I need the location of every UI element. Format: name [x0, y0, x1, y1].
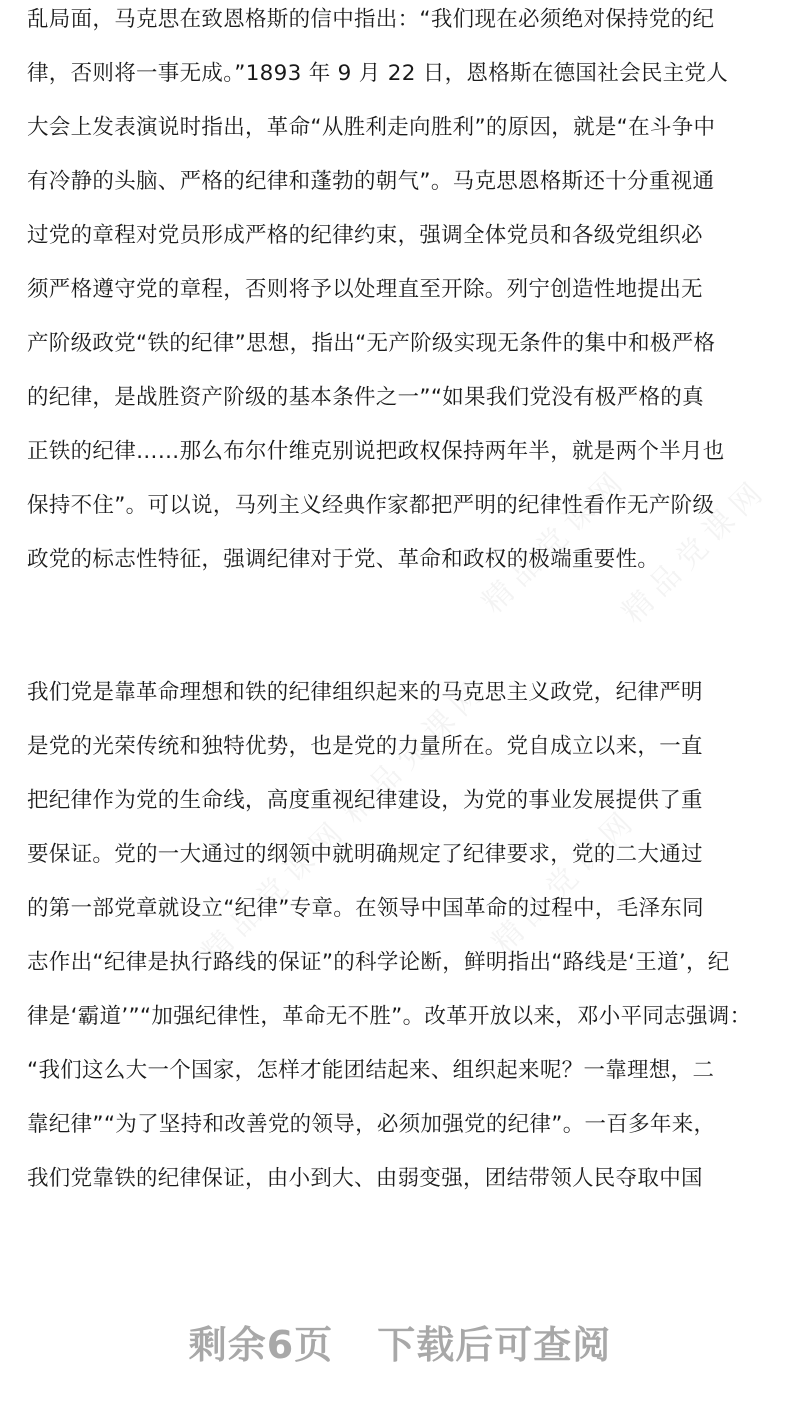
text-line: 我们党靠铁的纪律保证，由小到大、由弱变强，团结带领人民夺取中国: [27, 1166, 703, 1191]
watermark-text: 精品党课网: [335, 671, 495, 831]
download-banner[interactable]: [0, 1310, 800, 1380]
text-line: 保持不住”。可以说，马列主义经典作家都把严明的纪律性看作无产阶级: [27, 493, 715, 518]
text-line: 律，否则将一事无成。”1893 年 9 月 22 日，恩格斯在德国社会民主党人: [27, 61, 729, 86]
text-line: 乱局面，马克思在致恩格斯的信中指出：“我们现在必须绝对保持党的纪: [27, 7, 715, 32]
text-line: 政党的标志性特征，强调纪律对于党、革命和政权的极端重要性。: [27, 547, 660, 572]
watermark-text: 精品党课网: [485, 801, 645, 961]
text-line: 的第一部党章就设立“纪律”专章。在领导中国革命的过程中，毛泽东同: [27, 896, 704, 921]
text-line: 的纪律，是战胜资产阶级的基本条件之一”“如果我们党没有极严格的真: [27, 385, 704, 410]
text-line: 要保证。党的一大通过的纲领中就明确规定了纪律要求，党的二大通过: [27, 842, 703, 867]
text-line: 我们党是靠革命理想和铁的纪律组织起来的马克思主义政党，纪律严明: [27, 680, 703, 705]
text-line: 大会上发表演说时指出，革命“从胜利走向胜利”的原因，就是“在斗争中: [27, 115, 716, 140]
text-line: 须严格遵守党的章程，否则将予以处理直至开除。列宁创造性地提出无: [27, 277, 703, 302]
watermark-text: 精品党课网: [475, 461, 635, 621]
text-line: 有冷静的头脑、严格的纪律和蓬勃的朝气”。马克思恩格斯还十分重视通: [27, 169, 715, 194]
text-line: 靠纪律”“为了坚持和改善党的领导，必须加强党的纪律”。一百多年来，: [27, 1112, 716, 1137]
text-line: 志作出“纪律是执行路线的保证”的科学论断，鲜明指出“路线是‘王道’，纪: [27, 950, 730, 975]
text-line: 律是‘霸道’”“加强纪律性，革命无不胜”。改革开放以来，邓小平同志强调：: [27, 1004, 752, 1029]
text-line: 正铁的纪律……那么布尔什维克别说把政权保持两年半，就是两个半月也: [27, 439, 725, 464]
text-line: 把纪律作为党的生命线，高度重视纪律建设，为党的事业发展提供了重: [27, 788, 703, 813]
remaining-pages-label: 剩余6页: [188, 1323, 334, 1367]
text-line: 是党的光荣传统和独特优势，也是党的力量所在。党自成立以来，一直: [27, 734, 703, 759]
text-line: “我们这么大一个国家，怎样才能团结起来、组织起来呢？一靠理想，二: [27, 1058, 715, 1083]
text-line: 过党的章程对党员形成严格的纪律约束，强调全体党员和各级党组织必: [27, 223, 703, 248]
watermark-text: 精品党课网: [195, 811, 355, 971]
text-line: 产阶级政党“铁的纪律”思想，指出“无产阶级实现无条件的集中和极严格: [27, 331, 716, 356]
watermark-text: 精品党课网: [615, 471, 775, 631]
download-prompt-label[interactable]: 下载后可查阅: [377, 1323, 612, 1367]
